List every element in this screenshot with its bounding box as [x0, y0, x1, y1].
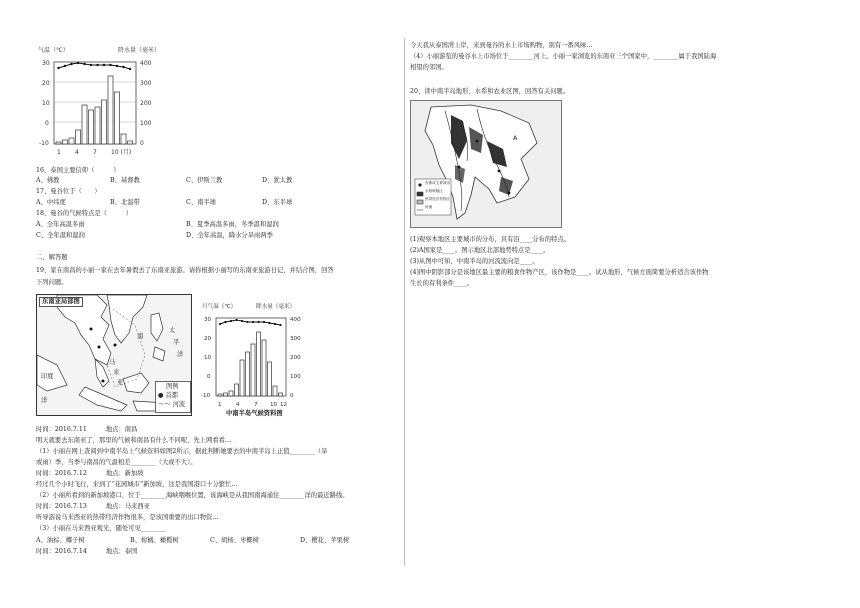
- diary3-time: 时间：2016.7.13 地点：马来西亚: [36, 503, 150, 510]
- svg-text:20: 20: [42, 80, 50, 87]
- question-17: 17、曼谷位于（ ）: [36, 188, 101, 195]
- q18-option-a: A、全年高温多雨: [36, 221, 85, 228]
- section-heading: 二、解答题: [36, 254, 68, 261]
- country-label-a: A: [513, 135, 518, 142]
- svg-text:1: 1: [218, 402, 222, 408]
- southeast-asia-map: 东南亚局部图 南 太 平 洋 马 来 亚 洋 印度 图例 ● 首都 ～～ 河流: [36, 294, 192, 416]
- svg-text:100: 100: [290, 374, 301, 380]
- svg-text:0: 0: [45, 120, 49, 127]
- right-line3: 相望的邻国。: [410, 64, 448, 71]
- q20-part4b: 生长的有利条件____。: [410, 280, 473, 287]
- q16-option-b: B、基督教: [110, 177, 140, 184]
- q3-option-a: A、油棕、椰子树: [36, 537, 85, 544]
- diary2-text: 经过几个小时飞行，来到了“花园城市”新加坡，这是我国港口十分繁忙…: [36, 481, 238, 488]
- right-axis-label: 降水量（毫米）: [118, 47, 161, 54]
- indochina-map: A 首都或主要城市 水稻种植区 热带经济作物区 河流: [410, 100, 562, 228]
- q20-part1: (1)观察本地区主要城市的分布，具有沿____分布的特点。: [410, 236, 571, 243]
- question-20: 20、读中南半岛地形、水系和农业区图，回答有关问题。: [410, 88, 570, 95]
- q18-option-d: D、全年高温，降水分旱雨两季: [186, 232, 273, 239]
- q16-option-c: C、伊斯兰教: [186, 177, 223, 184]
- diary1-q1b: 或雨）季，当季与南昌的气温相差________（大或不大）。: [36, 459, 197, 466]
- svg-text:月气温（℃）: 月气温（℃）: [202, 304, 237, 310]
- svg-text:300: 300: [140, 80, 152, 87]
- svg-text:400: 400: [140, 60, 152, 67]
- svg-text:10 (月): 10 (月): [111, 149, 132, 156]
- svg-text:0: 0: [290, 393, 294, 399]
- svg-text:7: 7: [254, 402, 258, 408]
- svg-text:10: 10: [270, 402, 278, 408]
- diary1-q1a: （1）小丽在网上查阅到中南半岛上气候资料如图2所示，据此判断她要去的中南半岛上正值________（旱: [36, 448, 328, 455]
- q18-option-c: C、全年温和湿润: [36, 232, 85, 239]
- q3-option-b: B、柑橘、橄榄树: [130, 537, 179, 544]
- svg-text:12: 12: [280, 402, 288, 408]
- diary1-time: 时间：2016.7.11 地点：南昌: [36, 426, 138, 433]
- svg-text:300: 300: [290, 336, 301, 342]
- svg-text:4: 4: [236, 402, 240, 408]
- svg-text:30: 30: [204, 317, 212, 323]
- q20-part3: (3)从图中可知，中南半岛的河流流向是____。: [410, 258, 539, 265]
- q20-part2: (2)A国家是____。图示地区北部地势特点是____。: [410, 247, 550, 254]
- q20-part4a: (4)图中阴影部分是该地区最主要的粮食作物产区，该作物是____。试从地形、气候方面简要分析适合该作物: [410, 269, 709, 276]
- svg-text:1: 1: [57, 149, 61, 156]
- left-axis-label: 气温（℃）: [38, 47, 69, 54]
- svg-text:0: 0: [140, 140, 144, 147]
- q17-option-d: D、东半球: [262, 199, 293, 206]
- indochina-chart-caption: 中南半岛气候资料图: [226, 410, 283, 417]
- column-divider: [404, 38, 405, 566]
- q18-option-b: B、夏季高温多雨，冬季温和湿润: [186, 221, 279, 228]
- question-18: 18、曼谷的气候特点是（ ）: [36, 210, 133, 217]
- diary2-time: 时间：2016.7.12 地点：新加坡: [36, 470, 144, 477]
- svg-text:10: 10: [42, 100, 50, 107]
- climate-chart-bangkok: [36, 44, 166, 164]
- svg-text:0: 0: [207, 374, 211, 380]
- question-16: 16、泰国主要信仰（ ）: [36, 167, 120, 174]
- diary2-q2: （2）小丽所看到的新加坡港口，位于________海峡咽喉位置，该海峡是从我国南海通往________洋的最近路线。: [36, 492, 349, 499]
- svg-text:20: 20: [204, 336, 212, 342]
- climate-chart-indochina: [200, 300, 310, 418]
- q16-option-d: D、犹太教: [262, 177, 293, 184]
- diary3-q3: （3）小丽在马来西亚观光，随处可见________: [36, 525, 166, 532]
- map-title: 东南亚局部图: [39, 297, 83, 307]
- svg-text:200: 200: [140, 100, 152, 107]
- right-line2: （4）小丽游览的曼谷水上市场位于________河上。小丽一家浏览的东南亚三个国家中，________属于我国陆海: [410, 53, 717, 60]
- diary1-text: 明天就要去东南亚了，那里的气候和南昌有什么不同呢，先上网看看…: [36, 437, 232, 444]
- svg-text:400: 400: [290, 317, 301, 323]
- diary4-time: 时间：2016.7.14 地点：泰国: [36, 548, 138, 555]
- svg-text:降水量（毫米）: 降水量（毫米）: [256, 304, 296, 310]
- svg-text:10: 10: [204, 355, 212, 361]
- svg-text:100: 100: [140, 120, 152, 127]
- question-19-line2: 下列问题。: [36, 279, 68, 286]
- q17-option-b: B、北温带: [110, 199, 140, 206]
- svg-text:-10: -10: [201, 393, 211, 399]
- q17-option-a: A、中纬度: [36, 199, 66, 206]
- svg-text:200: 200: [290, 355, 301, 361]
- svg-text:7: 7: [93, 149, 97, 156]
- diary3-text: 听导游说马来西亚的热带经济作物很多，是该国重要的出口物资…: [36, 514, 219, 521]
- svg-text:4: 4: [75, 149, 79, 156]
- question-19-line1: 19、家在南昌的小丽一家在去年暑假去了东南亚旅游。请你根据小丽写的东南亚旅游日记，并结合图，回答: [36, 267, 334, 274]
- svg-text:30: 30: [42, 60, 50, 67]
- right-line1: 今天我从泰国湾上岸，来到曼谷的水上市场购物，别有一番风味…: [410, 42, 593, 49]
- q3-option-c: C、胡杨、枣椰树: [210, 537, 259, 544]
- map-legend: 图例 ● 首都 ～～ 河流: [155, 381, 191, 413]
- svg-text:-10: -10: [39, 140, 49, 147]
- q3-option-d: D、樱花、苹果树: [300, 537, 350, 544]
- q17-option-c: C、南半球: [186, 199, 217, 206]
- q16-option-a: A、佛教: [36, 177, 60, 184]
